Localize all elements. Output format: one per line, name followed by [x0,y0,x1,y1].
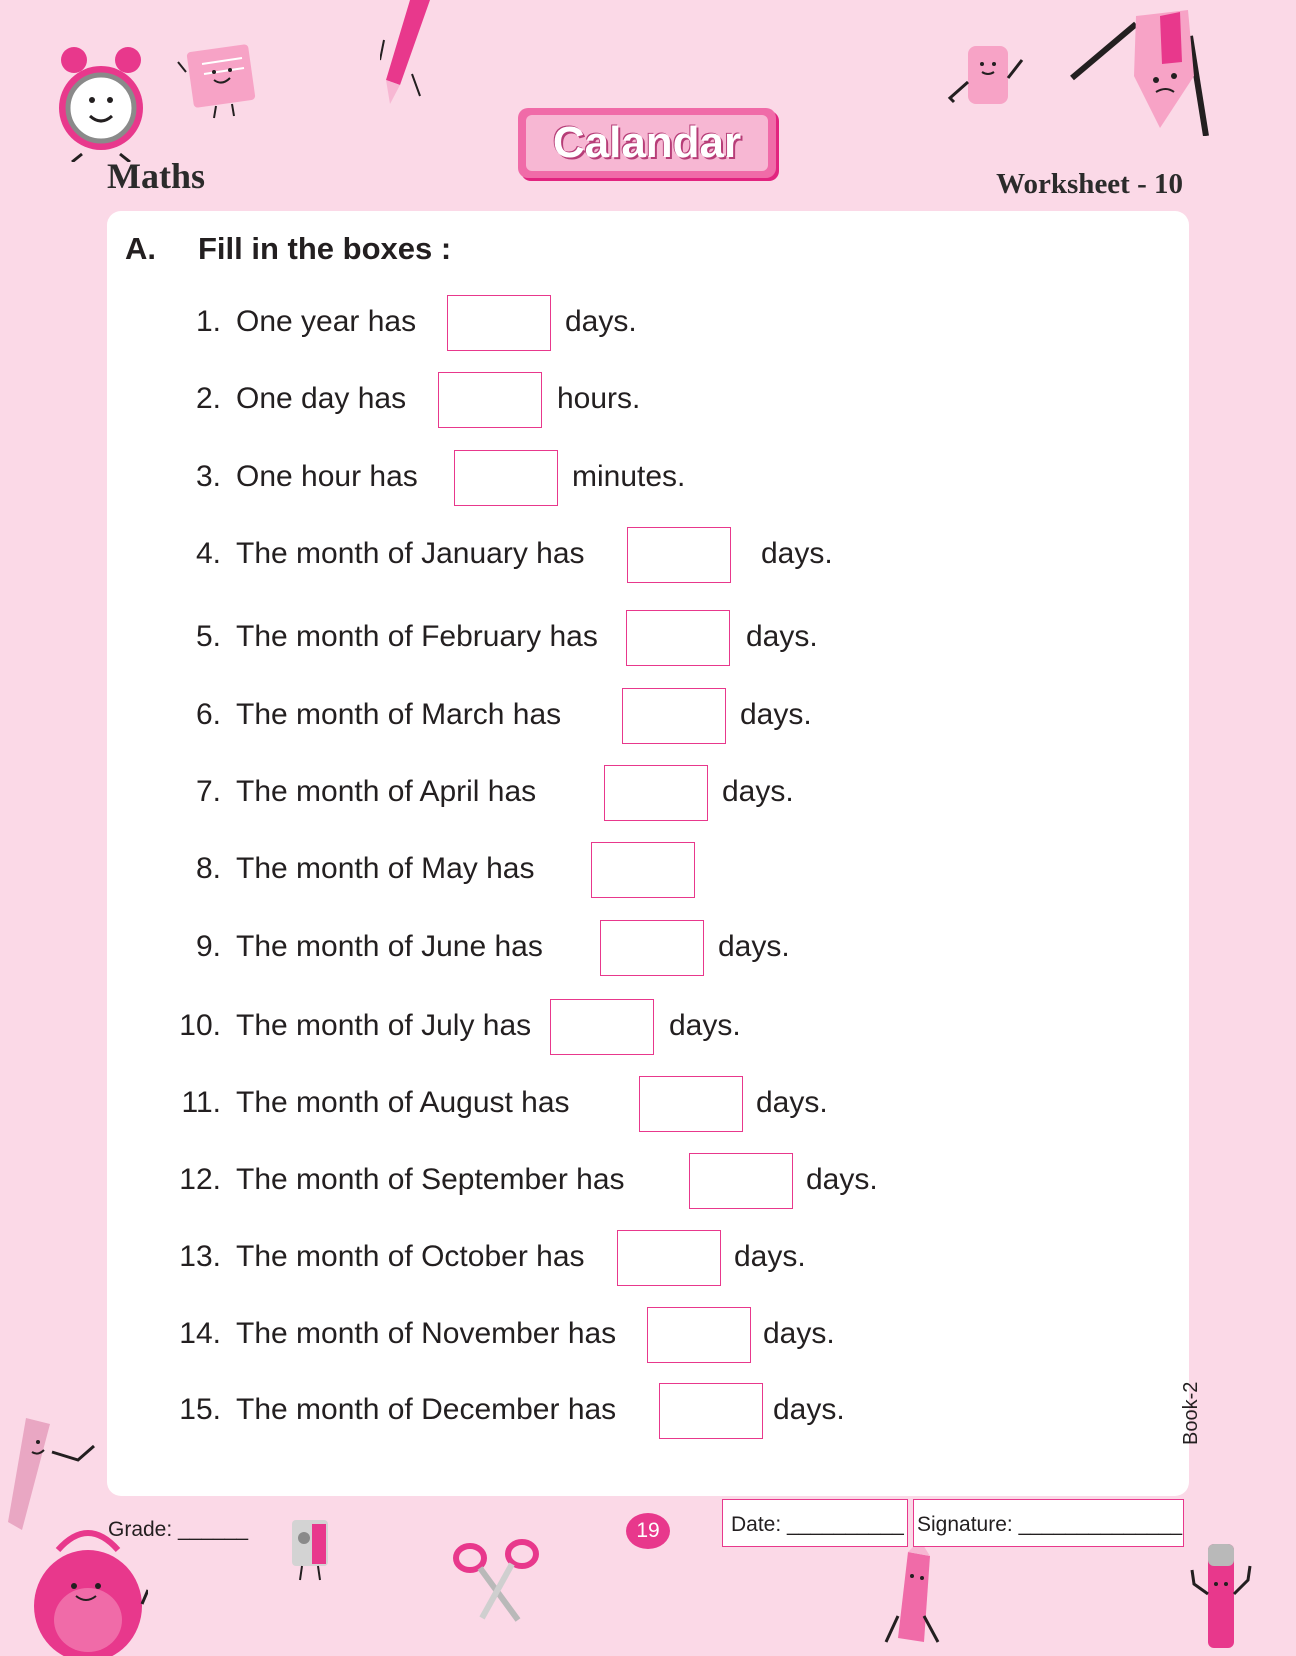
answer-box[interactable] [454,450,558,506]
answer-box[interactable] [438,372,542,428]
question-row [107,527,1189,585]
question-text: The month of March has [236,698,562,731]
question-text: The month of June has [236,930,543,963]
question-text: One hour has [236,460,418,493]
answer-box[interactable] [647,1307,751,1363]
question-number: 12. [179,1163,221,1196]
worksheet-panel [107,211,1189,1496]
answer-box[interactable] [591,842,695,898]
page-title: Calandar [526,115,768,171]
question-unit: days. [806,1163,878,1196]
question-number: 9. [195,930,221,963]
question-unit: days. [734,1240,806,1273]
notebook-illustration [176,42,266,122]
pen-illustration [1190,1540,1260,1656]
answer-box[interactable] [604,765,708,821]
pencil-character-illustration [1070,6,1210,136]
signature-box[interactable] [913,1499,1184,1547]
question-unit: days. [565,305,637,338]
title-banner [518,108,776,178]
date-field: Date: __________ [731,1513,904,1536]
question-row [107,372,1189,430]
answer-box[interactable] [639,1076,743,1132]
question-number: 3. [195,460,221,493]
page-number-badge: 19 [626,1513,670,1549]
alarm-clock-illustration [52,42,152,162]
question-text: The month of April has [236,775,537,808]
question-text: The month of September has [236,1163,625,1196]
question-unit: days. [763,1317,835,1350]
ruler-illustration [8,1412,98,1532]
question-row [107,1076,1189,1134]
crayon-illustration [884,1546,954,1656]
grade-field[interactable]: Grade: ______ [108,1518,249,1541]
question-text: The month of October has [236,1240,585,1273]
eraser-illustration [944,42,1034,122]
question-unit: days. [669,1009,741,1042]
question-number: 5. [195,620,221,653]
question-unit: days. [756,1086,828,1119]
question-row [107,610,1189,668]
question-text: The month of January has [236,537,585,570]
question-text: The month of July has [236,1009,532,1042]
date-box[interactable] [722,1499,908,1547]
question-number: 7. [195,775,221,808]
question-number: 6. [195,698,221,731]
question-text: The month of February has [236,620,598,653]
question-number: 8. [195,852,221,885]
question-text: One year has [236,305,417,338]
question-row [107,688,1189,746]
answer-box[interactable] [689,1153,793,1209]
question-number: 2. [195,382,221,415]
scissors-illustration [452,1536,542,1626]
section-heading: Fill in the boxes : [198,231,452,266]
question-row [107,765,1189,823]
question-unit: days. [773,1393,845,1426]
question-unit: hours. [557,382,641,415]
section-letter: A. [125,231,156,266]
answer-box[interactable] [622,688,726,744]
signature-field: Signature: ______________ [917,1513,1183,1536]
answer-box[interactable] [447,295,551,351]
question-unit: days. [746,620,818,653]
question-number: 1. [195,305,221,338]
question-row [107,1230,1189,1288]
question-unit: days. [718,930,790,963]
question-row [107,842,1189,900]
question-unit: days. [761,537,833,570]
question-number: 4. [195,537,221,570]
question-number: 13. [179,1240,221,1273]
answer-box[interactable] [550,999,654,1055]
question-text: One day has [236,382,407,415]
sharpener-illustration [282,1516,342,1586]
question-row [107,920,1189,978]
question-number: 10. [179,1009,221,1042]
question-row [107,1383,1189,1441]
question-row [107,999,1189,1057]
question-text: The month of December has [236,1393,617,1426]
question-row [107,1153,1189,1211]
answer-box[interactable] [626,610,730,666]
question-unit: days. [740,698,812,731]
question-text: The month of August has [236,1086,570,1119]
question-text: The month of November has [236,1317,617,1350]
pencil-illustration [380,0,440,110]
question-number: 15. [179,1393,221,1426]
subject-label: Maths [107,156,205,196]
question-row [107,1307,1189,1365]
question-unit: minutes. [572,460,686,493]
question-unit: days. [722,775,794,808]
worksheet-number: Worksheet - 10 [996,168,1183,200]
question-text: The month of May has [236,852,535,885]
question-row [107,450,1189,508]
question-row [107,295,1189,353]
question-number: 11. [181,1086,221,1119]
answer-box[interactable] [627,527,731,583]
answer-box[interactable] [617,1230,721,1286]
book-label: Book-2 [1180,1381,1202,1445]
answer-box[interactable] [659,1383,763,1439]
answer-box[interactable] [600,920,704,976]
question-number: 14. [179,1317,221,1350]
